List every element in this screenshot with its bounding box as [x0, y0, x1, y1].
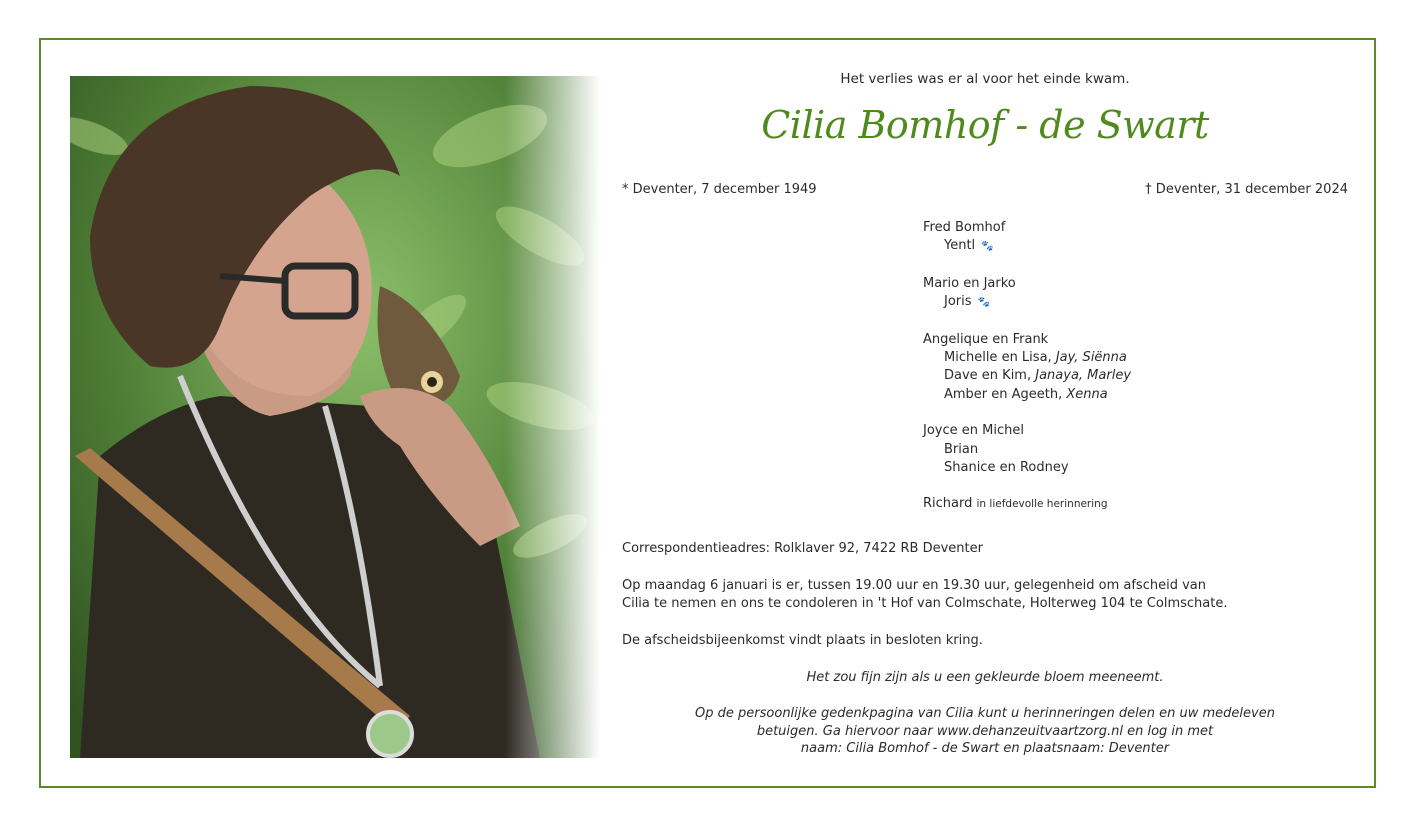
grandchildren: Janaya, Marley [1035, 368, 1132, 384]
family-head: Mario en Jarko [923, 275, 1016, 291]
deceased-name: Cilia Bomhof - de Swart [761, 103, 1209, 147]
grandchildren: Xenna [1066, 386, 1108, 402]
family-head: Angelique en Frank [923, 331, 1049, 347]
memorial-note: in liefdevolle herinnering [976, 498, 1108, 511]
memorial-line: Op de persoonlijke gedenkpagina van Cilia kunt u herinneringen delen en uw medeleven [695, 706, 1275, 721]
family-group [923, 219, 1131, 257]
family-group [923, 422, 1131, 477]
family-child [923, 237, 1131, 256]
visitation-info [622, 577, 1227, 613]
family-head: Joyce en Michel [923, 423, 1024, 439]
family-child [923, 367, 1131, 385]
paw-icon: 🐾 [981, 241, 994, 253]
birth-info: * Deventer, 7 december 1949 [622, 182, 817, 197]
memorial-page-info [622, 705, 1348, 758]
family-child [923, 293, 1131, 312]
portrait-photo [70, 76, 600, 758]
memorial-line: naam: Cilia Bomhof - de Swart en plaatsnaam: Deventer [800, 741, 1170, 756]
memorial-name: Richard [923, 496, 973, 512]
visitation-line: Op maandag 6 januari is er, tussen 19.00 uur en 19.30 uur, gelegenheid om afscheid van [622, 578, 1206, 593]
child-name: Joris [944, 294, 972, 310]
child-name: Yentl [944, 238, 976, 254]
child-name: Amber en Ageeth, [944, 386, 1063, 402]
family-head: Fred Bomhof [923, 220, 1006, 235]
memorial-line: betuigen. Ga hiervoor naar www.dehanzeuitvaartzorg.nl en log in met [756, 723, 1214, 739]
correspondence-address: Correspondentieadres: Rolklaver 92, 7422 RB Deventer [622, 541, 983, 556]
paw-icon: 🐾 [977, 297, 990, 309]
visitation-line: Cilia te nemen en ons te condoleren in 't Hof van Colmschate, Holterweg 104 te Colmschate. [622, 596, 1228, 611]
family-head [923, 495, 1131, 513]
family-child [923, 386, 1131, 404]
ceremony-info: De afscheidsbijeenkomst vindt plaats in besloten kring. [622, 633, 983, 648]
family-group [923, 495, 1131, 513]
family-list [923, 219, 1131, 532]
child-name: Dave en Kim, [944, 368, 1032, 384]
child-name: Michelle en Lisa, [944, 350, 1052, 366]
family-child: Shanice en Rodney [944, 459, 1069, 475]
flower-request: Het zou fijn zijn als u een gekleurde bloem meeneemt. [806, 670, 1164, 685]
death-info: † Deventer, 31 december 2024 [1145, 182, 1348, 197]
family-group [923, 331, 1131, 404]
family-group [923, 275, 1131, 313]
family-child: Brian [944, 441, 979, 457]
grandchildren: Jay, Siënna [1055, 350, 1127, 366]
family-child [923, 349, 1131, 367]
intro-quote: Het verlies was er al voor het einde kwam. [840, 71, 1130, 87]
